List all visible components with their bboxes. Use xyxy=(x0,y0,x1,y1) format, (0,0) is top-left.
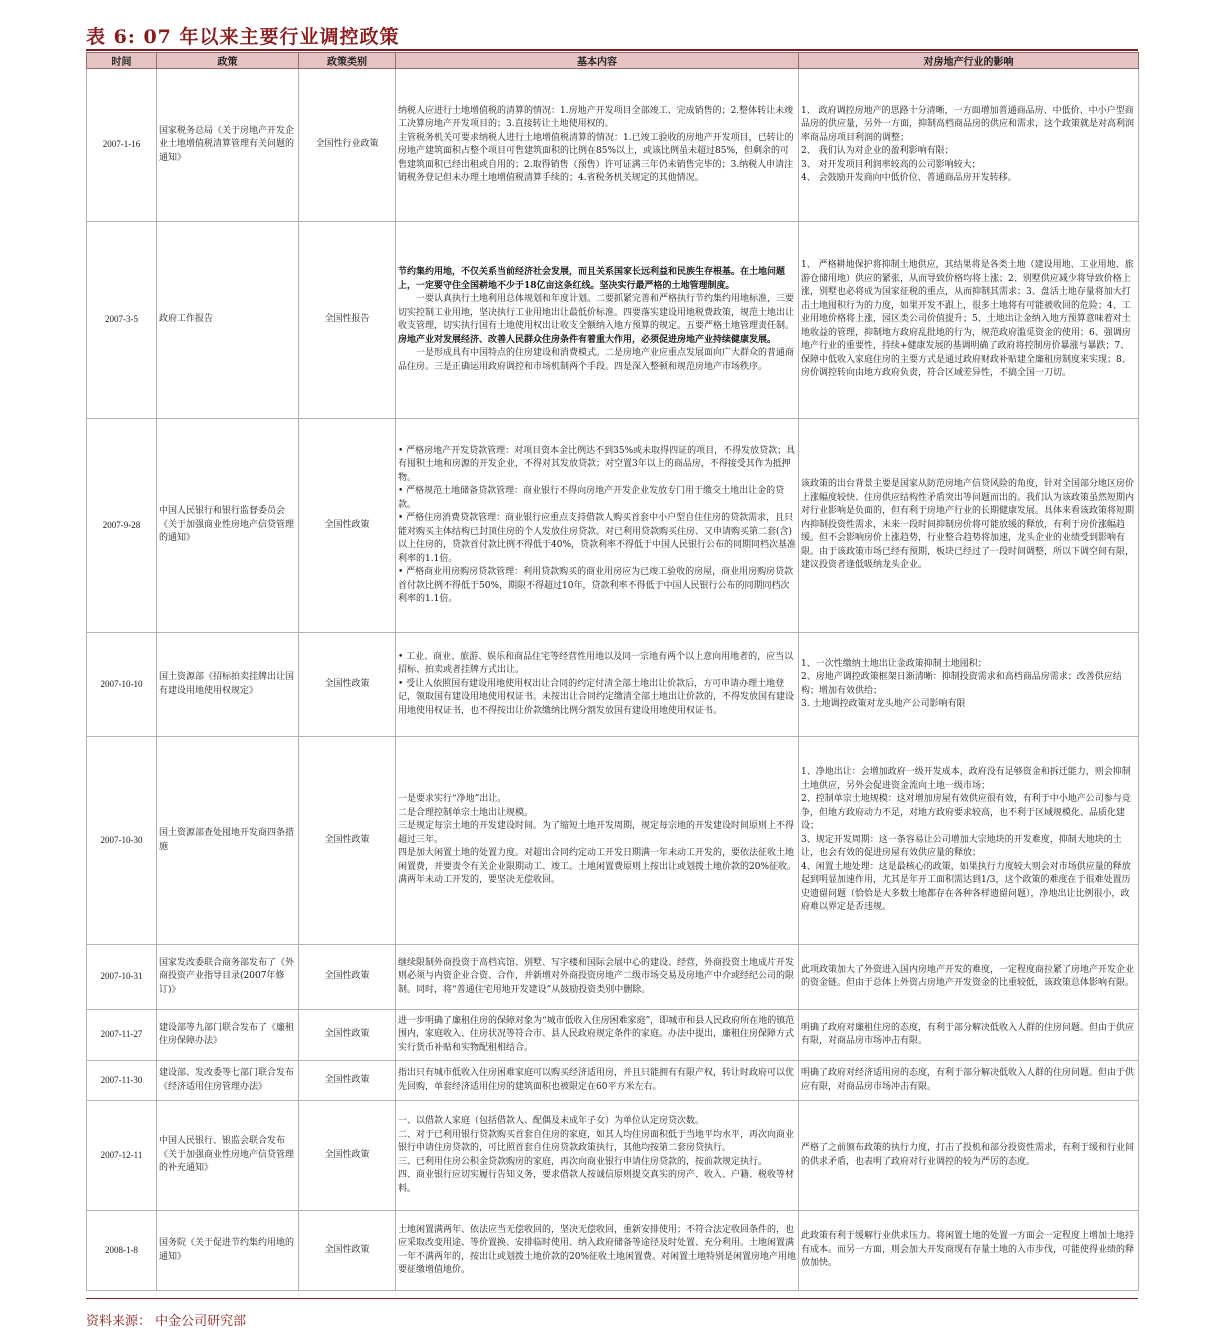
row-type: 全国性政策 xyxy=(299,1061,396,1101)
row-time: 2008-1-8 xyxy=(87,1211,157,1291)
impact-line: 2、控制单宗土地规模：这对增加房屋有效供应很有效，有利于中小地产公司参与竞争，但地方政府动力不足，对地方政府要求较高，也不利于区域规模化、品质化建设； xyxy=(801,794,1131,832)
bottom-divider xyxy=(86,1298,1138,1299)
row-time: 2007-9-28 xyxy=(87,419,157,633)
row-time: 2007-3-5 xyxy=(87,222,157,419)
title-divider xyxy=(86,49,1138,51)
content-line: 四是加大闲置土地的处置力度。对超出合同约定动工开发日期满一年未动工开发的，要依法征收土地闲置费，并要责令有关企业限期动工、竣工。土地闲置费原则上按出让或划拨土地价款的20%征收。满两年未动工开发的，要坚决无偿收回。 xyxy=(398,848,797,886)
content-line: 指出只有城市低收入住房困难家庭可以购买经济适用房，并且只能拥有有限产权，转让时政府可以优先回购，单套经济适用住房的建筑面积也被限定在60平方米左右。 xyxy=(398,1068,795,1092)
row-time: 2007-11-30 xyxy=(87,1061,157,1101)
row-type: 全国性政策 xyxy=(299,945,396,1010)
impact-line: 4、 会鼓励开发商向中低价位、普通商品房开发转移。 xyxy=(801,173,1017,183)
col-header-time: 时间 xyxy=(87,53,157,69)
row-policy: 国家发改委联合商务部发布了《外商投资产业指导目录(2007年修订)》 xyxy=(157,945,299,1010)
table-row xyxy=(87,633,1139,737)
content-line: 纳税人应进行土地增值税的清算的情况：1.房地产开发项目全部竣工、完成销售的；2.整体转让未竣工决算房地产开发项目的；3.直接转让土地使用权的。 xyxy=(398,105,794,129)
content-line: 土地闲置满两年、依法应当无偿收回的，坚决无偿收回，重新安排使用；不符合法定收回条件的，也应采取改变用途、等价置换、安排临时使用、纳入政府储备等途径及时处置、充分利用。土地闲置满一年不满两年的，按出让或划拨土地价款的20%征收土地闲置费。对闲置土地特别是闲置房地产用地要征缴增值地价。 xyxy=(398,1224,797,1275)
content-line: • 严格住房消费贷款管理：商业银行应重点支持借款人购买首套中小户型自住住房的贷款需求，且只能对购买主体结构已封顶住房的个人发放住房贷款。对已利用贷款购买住房、又申请购买第二套(含)以上住房的，贷款首付款比例不得低于40%，贷款利率不得低于中国人民银行公布的同期同档次基准利率的1.1倍。 xyxy=(398,513,797,564)
table-title: 表 6: 07 年以来主要行业调控政策 xyxy=(86,26,400,48)
row-policy: 国土资源部《招标拍卖挂牌出让国有建设用地使用权规定》 xyxy=(157,633,299,737)
row-impact xyxy=(799,222,1139,419)
table-row xyxy=(87,1211,1139,1291)
row-content xyxy=(396,1010,799,1061)
col-header-content: 基本内容 xyxy=(396,53,799,69)
row-type: 全国性政策 xyxy=(299,1101,396,1211)
row-content xyxy=(396,633,799,737)
content-line: 四、商业银行应切实履行告知义务，要求借款人按诚信原则提交真实的房产、收入、户籍、税收等材料。 xyxy=(398,1170,795,1194)
row-content xyxy=(396,945,799,1010)
row-impact xyxy=(799,945,1139,1010)
impact-line: 严格了之前颁布政策的执行力度，打击了投机和部分投资性需求，有利于缓和行业间的供求矛盾，也表明了政府对行业调控的较为严厉的态度。 xyxy=(801,1143,1135,1167)
row-impact xyxy=(799,1211,1139,1291)
content-line: 一是形成具有中国特点的住房建设和消费模式。二是房地产业应重点发展面向广大群众的普通商品住房。三是正确运用政府调控和市场机制两个手段。四是深入整顿和规范房地产市场秩序。 xyxy=(398,348,795,372)
content-line: • 严格规范土地储备贷款管理：商业银行不得向房地产开发企业发放专门用于缴交土地出让金的贷款。 xyxy=(398,486,785,510)
row-impact xyxy=(799,1010,1139,1061)
row-content xyxy=(396,419,799,633)
row-content xyxy=(396,1101,799,1211)
table-row xyxy=(87,419,1139,633)
row-type: 全国性政策 xyxy=(299,633,396,737)
impact-line: 明确了政府对经济适用房的态度，有利于部分解决低收入人群的住房问题。但由于供应有限，对商品房市场冲击有限。 xyxy=(801,1068,1135,1092)
row-policy: 建设部、发改委等七部门联合发布《经济适用住房管理办法》 xyxy=(157,1061,299,1101)
row-impact xyxy=(799,69,1139,222)
row-impact xyxy=(799,1101,1139,1211)
impact-line: 2、房地产调控政策框架日渐清晰：抑制投资需求和高档商品房需求；改善供应结构；增加有效供给； xyxy=(801,672,1122,696)
table-row xyxy=(87,1101,1139,1211)
row-content xyxy=(396,222,799,419)
row-policy: 国家税务总局《关于房地产开发企业土地增值税清算管理有关问题的通知》 xyxy=(157,69,299,222)
row-type: 全国性政策 xyxy=(299,1211,396,1291)
content-line: 一要认真执行土地利用总体规划和年度计划。二要抓紧完善和严格执行节约集约用地标准，三要切实控制工业用地，坚决执行工业用地出让最低价标准。四要落实建设用地税费政策，规范土地出让收支管理，切实执行国有土地使用权出让收支全额纳入地方预算的规定。五要严格土地管理责任制。 xyxy=(398,294,795,331)
row-type: 全国性政策 xyxy=(299,1010,396,1061)
row-time: 2007-11-27 xyxy=(87,1010,157,1061)
table-body xyxy=(87,69,1139,1291)
impact-line: 1、 政府调控房地产的思路十分清晰，一方面增加普通商品房、中低价、中小户型商品房的供应量，另外一方面，抑制高档商品房的供应和需求，这个政策就是对高利润率商品房项目利润的调整； xyxy=(801,105,1135,143)
table-row xyxy=(87,1010,1139,1061)
impact-line: 该政策的出台背景主要是国家从防范房地产信贷风险的角度，针对全国部分地区房价上涨幅度较快、住房供应结构性矛盾突出等问题而出的。我们认为该政策虽然短期内对行业影响是负面的，但有利于房地产行业的长期健康发展。具体来看该政策将短期内抑制投资性需求，未来一段时间抑制房价将可能放缓的释放，有利于房价涨幅趋缓。但不会影响房价上涨趋势，行业整合趋势将加速，龙头企业的业绩受到影响有限。由于该政策市场已经有预期，板块已经过了一段时间调整，所以下调空间有限，建议投资者逢低吸纳龙头企业。 xyxy=(801,479,1135,571)
row-impact xyxy=(799,633,1139,737)
row-impact xyxy=(799,1061,1139,1101)
policy-table xyxy=(86,52,1139,1291)
content-line: 房地产业对发展经济、改善人民群众住房条件有着重大作用，必须促进房地产业持续健康发展。 xyxy=(398,334,777,345)
impact-line: 3、规定开发周期：这一条容易让公司增加大宗地块的开发难度，抑制大地块的土让，也会有效的促进房屋有效供应量的释放； xyxy=(801,834,1122,859)
impact-line: 1、 严格耕地保护将抑制土地供应，其结果将是各类土地（建设用地、工业用地、旅游仓储用地）供应的紧张，从而导致价格均将上涨；2、别墅供应减少将导致价格上涨，别墅也必将成为国家征税的重点，从而抑制其需求；3、盘活土地存量将加大打击土地囤积行为的力度，如果开发不跟上，很多土地将有可能被收回的危险；4、工业用地价格将上涨，园区类公司价值提升；5、土地出让金纳入地方预算意味着对土地收益的管理，抑制地方政府乱批地的行为，规范政府滥觅资金的使用；6、强调房地产行业的重要性，持续+健康发展的基调明确了政府将控制房价暴涨与暴跌；7、保障中低收入家庭住房的主要方式是通过政府财政补贴建全廉租房制度来实现；8、房价调控转向由地方政府负责，符合区域差异性，不搞全国一刀切。 xyxy=(801,260,1134,379)
content-line: 主管税务机关可要求纳税人进行土地增值税清算的情况：1.已竣工验收的房地产开发项目，已转让的房地产建筑面积占整个项目可售建筑面积的比例在85%以上，或该比例虽未超过85%，但剩余的可售建筑面积已经出租或自用的；2.取得销售（预售）许可证满三年仍未销售完毕的；3.纳税人申请注销税务登记但未办理土地增值税清算手续的；4.省税务机关规定的其他情况。 xyxy=(398,132,794,183)
row-policy: 国土资源部查处囤地开发商四条措施 xyxy=(157,737,299,945)
row-policy: 建设部等九部门联合发布了《廉租住房保障办法》 xyxy=(157,1010,299,1061)
content-line: 一是要求实行“净地”出让。 xyxy=(398,794,507,805)
row-time: 2007-12-11 xyxy=(87,1101,157,1211)
row-policy: 国务院《关于促进节约集约用地的通知》 xyxy=(157,1211,299,1291)
impact-line: 1、一次性缴纳土地出让金政策抑制土地囤积； xyxy=(801,658,987,669)
content-line: 二、对于已利用银行贷款购买首套自住房的家庭，如其人均住房面积低于当地平均水平，再次向商业银行申请住房贷款的，可比照首套自住房贷款政策执行，其他均按第二套房贷执行。 xyxy=(398,1129,795,1153)
content-line: 继续限制外商投资于高档宾馆、别墅、写字楼和国际会展中心的建设、经营，外商投资土地成片开发则必须与内资企业合资、合作，并新增对外商投资房地产二级市场交易及房地产中介或经纪公司的限制。同时，将“普通住宅用地开发建设”从鼓励投资类别中删除。 xyxy=(398,957,795,995)
impact-line: 2、 我们认为对企业的盈利影响有限； xyxy=(801,146,954,156)
table-row xyxy=(87,1061,1139,1101)
content-line: • 工业、商业、旅游、娱乐和商品住宅等经营性用地以及同一宗地有两个以上意向用地者的，应当以招标、拍卖或者挂牌方式出让。 xyxy=(398,651,794,676)
col-header-type: 政策类别 xyxy=(299,53,396,69)
row-impact xyxy=(799,737,1139,945)
row-type: 全国性政策 xyxy=(299,419,396,633)
content-line: 节约集约用地，不仅关系当前经济社会发展，而且关系国家长远利益和民族生存根基。在土地问题上，一定要守住全国耕地不少于18亿亩这条红线。坚决实行最严格的土地管理制度。 xyxy=(398,267,786,291)
impact-line: 3、 对开发项目利润率较高的公司影响较大； xyxy=(801,159,981,170)
row-content xyxy=(396,69,799,222)
content-line: • 严格房地产开发贷款管理：对项目资本金比例达不到35%或未取得四证的项目，不得发放贷款；具有囤积土地和房源的开发企业，不得对其发放贷款；对空置3年以上的商品房，不得接受其作为抵押物。 xyxy=(398,445,796,483)
row-type: 全国性报告 xyxy=(299,222,396,419)
row-time: 2007-10-30 xyxy=(87,737,157,945)
content-line: 三是规定每宗土地的开发建设时间。为了缩短土地开发周期，规定每宗地的开发建设时间原则上不得超过三年。 xyxy=(398,821,795,845)
col-header-policy: 政策 xyxy=(157,53,299,69)
content-line: • 严格商业用房购房贷款管理：利用贷款购买的商业用房应为已竣工验收的房屋，商业用房购房贷款首付款比例不得低于50%，期限不得超过10年，贷款利率不得低于中国人民银行公布的同期同档次利率的1.1倍。 xyxy=(398,567,794,604)
impact-line: 1、净地出让：会增加政府一级开发成本，政府没有足够资金和拆迁能力，则会抑制土地供应，另外会促进资金流向土地一级市场； xyxy=(801,767,1131,791)
row-impact xyxy=(799,419,1139,633)
content-line: 一、以借款人家庭（包括借款人、配偶及未成年子女）为单位认定房贷次数。 xyxy=(398,1116,705,1126)
row-content xyxy=(396,1061,799,1101)
impact-line: 4、闲置土地处理：这是最核心的政策，如果执行力度较大则会对市场供应量的释放起到明显加速作用，尤其是年开工面积需达到1/3，这个政策的难度在于很难处置历史遗留问题（恰恰是大多数土地都存在各种各样遗留问题），净地出让比例很小，政府难以界定是否违规。 xyxy=(801,861,1131,913)
row-type: 全国性政策 xyxy=(299,737,396,945)
table-row xyxy=(87,737,1139,945)
col-header-impact: 对房地产行业的影响 xyxy=(799,53,1139,69)
source-note: 资料来源： 中金公司研究部 xyxy=(86,1314,247,1329)
row-time: 2007-10-10 xyxy=(87,633,157,737)
table-row xyxy=(87,945,1139,1010)
row-policy: 政府工作报告 xyxy=(157,222,299,419)
row-time: 2007-10-31 xyxy=(87,945,157,1010)
content-line: 三、已利用住房公积金贷款购房的家庭，再次向商业银行申请住房贷款的，按前款规定执行。 xyxy=(398,1156,768,1167)
content-line: 二是合理控制单宗土地出让规模。 xyxy=(398,807,534,818)
row-type: 全国性行业政策 xyxy=(299,69,396,222)
impact-line: 明确了政府对廉租住房的态度，有利于部分解决低收入人群的住房问题。但由于供应有限，对商品房市场冲击有限。 xyxy=(801,1022,1135,1046)
row-policy: 中国人民银行和银行监督委员会《关于加强商业性房地产信贷管理的通知》 xyxy=(157,419,299,633)
content-line: 进一步明确了廉租住房的保障对象为“城市低收入住房困难家庭”，即城市和县人民政府所在地的镇范围内，家庭收入、住房状况等符合市、县人民政府规定条件的家庭。办法中提出，廉租住房保障方式实行货币补贴和实物配租相结合。 xyxy=(398,1015,795,1053)
impact-line: 3. 土地调控政策对龙头地产公司影响有限 xyxy=(801,699,966,709)
header-row xyxy=(87,53,1139,69)
row-content xyxy=(396,1211,799,1291)
row-policy: 中国人民银行、银监会联合发布《关于加强商业性房地产信贷管理的补充通知》 xyxy=(157,1101,299,1211)
impact-line: 此项政策加大了外资进入国内房地产开发的难度，一定程度商拉紧了房地产开发企业的资金链。但由于总体上外资占房地产开发资金的比重较低，该政策总体影响有限。 xyxy=(801,964,1135,988)
row-time: 2007-1-16 xyxy=(87,69,157,222)
table-row xyxy=(87,69,1139,222)
content-line: • 受让人依照国有建设用地使用权出让合同的约定付清全部土地出让价款后，方可申请办理土地登记，领取国有建设用地使用权证书。未按出让合同约定缴清全部土地出让价款的，不得发放国有建设用地使用权证书，也不得按出让价款缴纳比例分割发放国有建设用地使用权证书。 xyxy=(398,678,795,716)
table-row xyxy=(87,222,1139,419)
impact-line: 此政策有利于缓解行业供求压力。将闲置土地的处置一方面会一定程度上增加土地持有成本。而另一方面，则会加大开发商现有存量土地的入市步伐，可能使得业绩的释放加快。 xyxy=(801,1231,1135,1269)
row-content xyxy=(396,737,799,945)
